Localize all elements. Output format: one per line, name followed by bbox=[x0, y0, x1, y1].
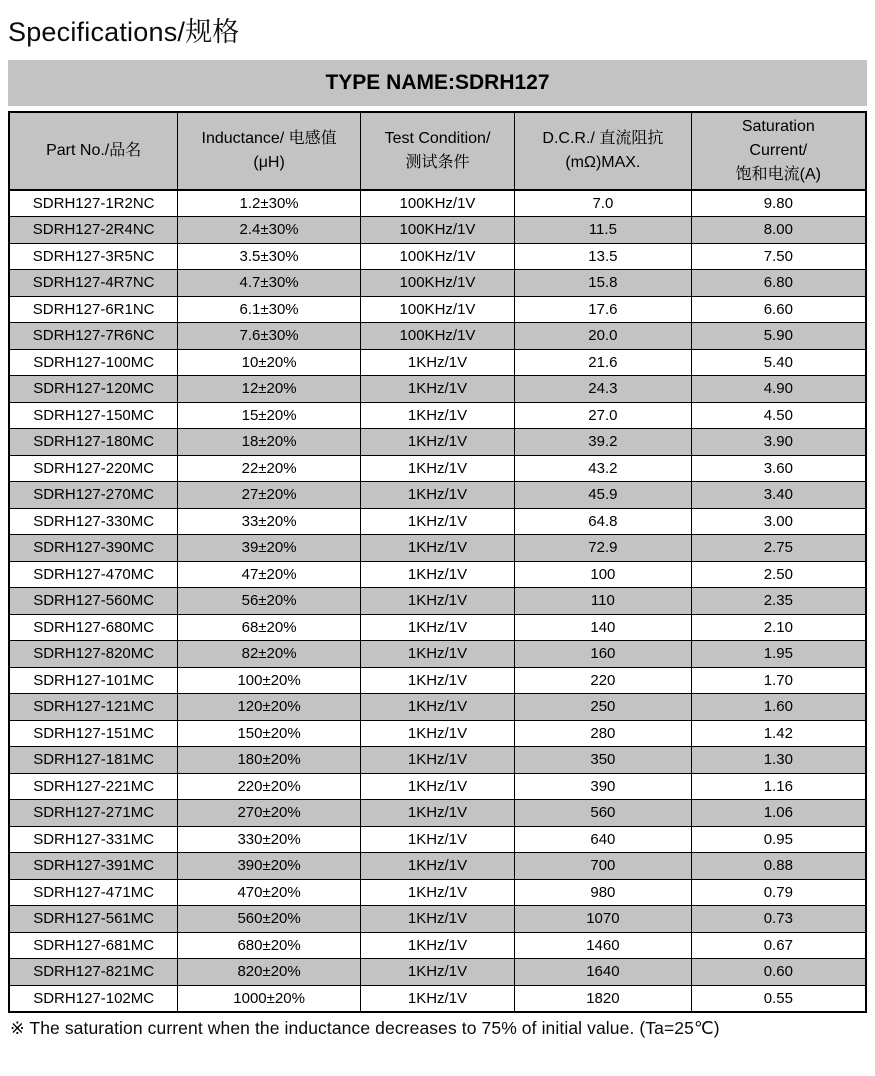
table-row bbox=[9, 508, 866, 535]
table-cell: SDRH127-150MC bbox=[9, 402, 178, 429]
table-cell: 24.3 bbox=[515, 376, 692, 403]
table-cell: 1KHz/1V bbox=[360, 376, 514, 403]
table-cell: 1KHz/1V bbox=[360, 455, 514, 482]
table-cell: 680±20% bbox=[178, 932, 361, 959]
table-cell: 2.75 bbox=[691, 535, 866, 562]
spec-table bbox=[8, 111, 867, 1013]
table-cell: 700 bbox=[515, 853, 692, 880]
column-header-line: (mΩ)MAX. bbox=[565, 154, 641, 171]
table-cell: 1640 bbox=[515, 959, 692, 986]
column-header-line: 饱和电流(A) bbox=[735, 166, 821, 183]
table-cell: 0.55 bbox=[691, 985, 866, 1012]
table-cell: 100KHz/1V bbox=[360, 323, 514, 350]
table-cell: 390±20% bbox=[178, 853, 361, 880]
table-row bbox=[9, 667, 866, 694]
table-cell: 1.70 bbox=[691, 667, 866, 694]
table-cell: 3.90 bbox=[691, 429, 866, 456]
table-cell: 280 bbox=[515, 720, 692, 747]
table-cell: 21.6 bbox=[515, 349, 692, 376]
column-header bbox=[9, 112, 178, 190]
table-cell: 68±20% bbox=[178, 614, 361, 641]
table-cell: 1KHz/1V bbox=[360, 614, 514, 641]
table-row bbox=[9, 429, 866, 456]
table-row bbox=[9, 720, 866, 747]
table-row bbox=[9, 588, 866, 615]
table-cell: 560±20% bbox=[178, 906, 361, 933]
table-cell: SDRH127-180MC bbox=[9, 429, 178, 456]
table-row bbox=[9, 270, 866, 297]
table-cell: 100KHz/1V bbox=[360, 270, 514, 297]
table-cell: SDRH127-7R6NC bbox=[9, 323, 178, 350]
table-cell: SDRH127-331MC bbox=[9, 826, 178, 853]
table-cell: SDRH127-680MC bbox=[9, 614, 178, 641]
table-row bbox=[9, 773, 866, 800]
table-cell: 560 bbox=[515, 800, 692, 827]
table-cell: 140 bbox=[515, 614, 692, 641]
table-cell: 1.42 bbox=[691, 720, 866, 747]
table-cell: 1.95 bbox=[691, 641, 866, 668]
table-cell: 9.80 bbox=[691, 190, 866, 217]
table-cell: 64.8 bbox=[515, 508, 692, 535]
table-cell: 1.16 bbox=[691, 773, 866, 800]
table-cell: 0.88 bbox=[691, 853, 866, 880]
table-cell: 820±20% bbox=[178, 959, 361, 986]
table-cell: SDRH127-120MC bbox=[9, 376, 178, 403]
table-cell: 15±20% bbox=[178, 402, 361, 429]
table-cell: SDRH127-100MC bbox=[9, 349, 178, 376]
table-cell: 45.9 bbox=[515, 482, 692, 509]
table-cell: 330±20% bbox=[178, 826, 361, 853]
table-cell: 1.30 bbox=[691, 747, 866, 774]
table-cell: 250 bbox=[515, 694, 692, 721]
column-header-line: Inductance/ 电感值 bbox=[201, 130, 337, 147]
table-row bbox=[9, 614, 866, 641]
table-cell: 6.60 bbox=[691, 296, 866, 323]
table-cell: 1KHz/1V bbox=[360, 588, 514, 615]
table-cell: 160 bbox=[515, 641, 692, 668]
table-cell: 1KHz/1V bbox=[360, 906, 514, 933]
table-cell: 33±20% bbox=[178, 508, 361, 535]
table-row bbox=[9, 190, 866, 217]
table-cell: 17.6 bbox=[515, 296, 692, 323]
table-cell: 1070 bbox=[515, 906, 692, 933]
table-row bbox=[9, 402, 866, 429]
table-cell: 1KHz/1V bbox=[360, 429, 514, 456]
table-cell: 1000±20% bbox=[178, 985, 361, 1012]
table-cell: 11.5 bbox=[515, 217, 692, 244]
table-cell: SDRH127-560MC bbox=[9, 588, 178, 615]
spec-table-body bbox=[9, 190, 866, 1012]
page-title: Specifications/规格 bbox=[8, 17, 240, 47]
table-cell: SDRH127-390MC bbox=[9, 535, 178, 562]
table-cell: 2.35 bbox=[691, 588, 866, 615]
table-cell: 82±20% bbox=[178, 641, 361, 668]
table-cell: 180±20% bbox=[178, 747, 361, 774]
table-cell: SDRH127-4R7NC bbox=[9, 270, 178, 297]
column-header-line: Current/ bbox=[749, 142, 808, 159]
table-cell: SDRH127-181MC bbox=[9, 747, 178, 774]
table-cell: 1KHz/1V bbox=[360, 853, 514, 880]
table-cell: 220 bbox=[515, 667, 692, 694]
table-row bbox=[9, 217, 866, 244]
table-cell: SDRH127-221MC bbox=[9, 773, 178, 800]
table-cell: SDRH127-561MC bbox=[9, 906, 178, 933]
table-cell: 350 bbox=[515, 747, 692, 774]
column-header bbox=[178, 112, 361, 190]
table-row bbox=[9, 296, 866, 323]
table-cell: 39±20% bbox=[178, 535, 361, 562]
table-cell: SDRH127-681MC bbox=[9, 932, 178, 959]
table-cell: 7.6±30% bbox=[178, 323, 361, 350]
table-cell: 270±20% bbox=[178, 800, 361, 827]
table-cell: 1KHz/1V bbox=[360, 667, 514, 694]
table-row bbox=[9, 959, 866, 986]
table-cell: 1KHz/1V bbox=[360, 641, 514, 668]
table-cell: SDRH127-820MC bbox=[9, 641, 178, 668]
table-row bbox=[9, 747, 866, 774]
column-header-line: D.C.R./ 直流阻抗 bbox=[542, 130, 664, 147]
footnote: ※ The saturation current when the inductance decreases to 75% of initial value. (Ta=25℃) bbox=[10, 1017, 720, 1038]
table-cell: 1KHz/1V bbox=[360, 773, 514, 800]
table-cell: SDRH127-121MC bbox=[9, 694, 178, 721]
column-header bbox=[515, 112, 692, 190]
header-row bbox=[9, 112, 866, 190]
table-cell: 2.50 bbox=[691, 561, 866, 588]
table-row bbox=[9, 482, 866, 509]
table-cell: 3.40 bbox=[691, 482, 866, 509]
table-cell: 120±20% bbox=[178, 694, 361, 721]
table-cell: 1KHz/1V bbox=[360, 402, 514, 429]
table-cell: 3.00 bbox=[691, 508, 866, 535]
table-cell: 1KHz/1V bbox=[360, 349, 514, 376]
table-row bbox=[9, 694, 866, 721]
table-cell: 12±20% bbox=[178, 376, 361, 403]
table-cell: 1820 bbox=[515, 985, 692, 1012]
table-cell: 1KHz/1V bbox=[360, 482, 514, 509]
table-cell: 1KHz/1V bbox=[360, 800, 514, 827]
table-cell: 18±20% bbox=[178, 429, 361, 456]
table-cell: 0.67 bbox=[691, 932, 866, 959]
table-cell: 1KHz/1V bbox=[360, 720, 514, 747]
table-cell: 1.60 bbox=[691, 694, 866, 721]
table-cell: 27±20% bbox=[178, 482, 361, 509]
column-header-line: 测试条件 bbox=[405, 154, 470, 171]
table-cell: 1.2±30% bbox=[178, 190, 361, 217]
table-cell: SDRH127-2R4NC bbox=[9, 217, 178, 244]
table-row bbox=[9, 561, 866, 588]
table-cell: 4.90 bbox=[691, 376, 866, 403]
table-row bbox=[9, 376, 866, 403]
table-cell: 43.2 bbox=[515, 455, 692, 482]
table-cell: 15.8 bbox=[515, 270, 692, 297]
table-cell: 1KHz/1V bbox=[360, 561, 514, 588]
table-cell: 5.40 bbox=[691, 349, 866, 376]
table-cell: 6.80 bbox=[691, 270, 866, 297]
table-cell: 8.00 bbox=[691, 217, 866, 244]
table-cell: SDRH127-3R5NC bbox=[9, 243, 178, 270]
table-cell: 72.9 bbox=[515, 535, 692, 562]
table-cell: 2.4±30% bbox=[178, 217, 361, 244]
table-row bbox=[9, 932, 866, 959]
type-name-header: TYPE NAME:SDRH127 bbox=[8, 60, 867, 106]
table-row bbox=[9, 535, 866, 562]
table-cell: 20.0 bbox=[515, 323, 692, 350]
table-cell: 7.50 bbox=[691, 243, 866, 270]
table-cell: 7.0 bbox=[515, 190, 692, 217]
table-cell: 1KHz/1V bbox=[360, 985, 514, 1012]
table-row bbox=[9, 985, 866, 1012]
table-cell: 1KHz/1V bbox=[360, 747, 514, 774]
column-header-line: Test Condition/ bbox=[384, 130, 491, 147]
spec-table-header bbox=[9, 112, 866, 190]
table-cell: 5.90 bbox=[691, 323, 866, 350]
table-row bbox=[9, 323, 866, 350]
table-row bbox=[9, 906, 866, 933]
table-cell: 56±20% bbox=[178, 588, 361, 615]
table-cell: 10±20% bbox=[178, 349, 361, 376]
table-cell: 100KHz/1V bbox=[360, 243, 514, 270]
table-row bbox=[9, 455, 866, 482]
table-row bbox=[9, 243, 866, 270]
table-cell: SDRH127-151MC bbox=[9, 720, 178, 747]
column-header-line: Part No./品名 bbox=[46, 142, 142, 159]
table-cell: 980 bbox=[515, 879, 692, 906]
table-cell: 39.2 bbox=[515, 429, 692, 456]
table-cell: 100±20% bbox=[178, 667, 361, 694]
table-row bbox=[9, 641, 866, 668]
table-cell: 150±20% bbox=[178, 720, 361, 747]
table-cell: 1KHz/1V bbox=[360, 826, 514, 853]
table-cell: 1KHz/1V bbox=[360, 879, 514, 906]
table-cell: 100KHz/1V bbox=[360, 190, 514, 217]
table-cell: SDRH127-821MC bbox=[9, 959, 178, 986]
table-cell: 470±20% bbox=[178, 879, 361, 906]
table-cell: SDRH127-1R2NC bbox=[9, 190, 178, 217]
table-cell: SDRH127-391MC bbox=[9, 853, 178, 880]
table-cell: 100 bbox=[515, 561, 692, 588]
table-cell: 1KHz/1V bbox=[360, 508, 514, 535]
table-cell: 110 bbox=[515, 588, 692, 615]
table-cell: 22±20% bbox=[178, 455, 361, 482]
table-cell: 640 bbox=[515, 826, 692, 853]
table-cell: 390 bbox=[515, 773, 692, 800]
table-cell: 1460 bbox=[515, 932, 692, 959]
table-row bbox=[9, 879, 866, 906]
column-header bbox=[360, 112, 514, 190]
table-cell: SDRH127-330MC bbox=[9, 508, 178, 535]
table-cell: 27.0 bbox=[515, 402, 692, 429]
table-cell: 3.60 bbox=[691, 455, 866, 482]
table-cell: 6.1±30% bbox=[178, 296, 361, 323]
table-cell: 4.50 bbox=[691, 402, 866, 429]
table-row bbox=[9, 826, 866, 853]
table-cell: 47±20% bbox=[178, 561, 361, 588]
table-row bbox=[9, 800, 866, 827]
table-cell: 1KHz/1V bbox=[360, 694, 514, 721]
table-cell: 100KHz/1V bbox=[360, 217, 514, 244]
table-cell: 3.5±30% bbox=[178, 243, 361, 270]
table-cell: 13.5 bbox=[515, 243, 692, 270]
table-cell: 2.10 bbox=[691, 614, 866, 641]
table-row bbox=[9, 853, 866, 880]
table-cell: SDRH127-270MC bbox=[9, 482, 178, 509]
table-cell: 1KHz/1V bbox=[360, 932, 514, 959]
table-cell: 0.60 bbox=[691, 959, 866, 986]
table-cell: SDRH127-102MC bbox=[9, 985, 178, 1012]
table-cell: 220±20% bbox=[178, 773, 361, 800]
table-cell: 1KHz/1V bbox=[360, 959, 514, 986]
table-cell: SDRH127-6R1NC bbox=[9, 296, 178, 323]
table-cell: 1.06 bbox=[691, 800, 866, 827]
table-cell: SDRH127-220MC bbox=[9, 455, 178, 482]
table-cell: 4.7±30% bbox=[178, 270, 361, 297]
table-cell: 0.95 bbox=[691, 826, 866, 853]
table-cell: SDRH127-471MC bbox=[9, 879, 178, 906]
table-row bbox=[9, 349, 866, 376]
table-cell: SDRH127-271MC bbox=[9, 800, 178, 827]
column-header-line: Saturation bbox=[741, 118, 815, 135]
table-cell: SDRH127-470MC bbox=[9, 561, 178, 588]
column-header-line: (μH) bbox=[253, 154, 285, 171]
table-cell: SDRH127-101MC bbox=[9, 667, 178, 694]
column-header bbox=[691, 112, 866, 190]
table-cell: 1KHz/1V bbox=[360, 535, 514, 562]
table-cell: 0.73 bbox=[691, 906, 866, 933]
table-cell: 0.79 bbox=[691, 879, 866, 906]
table-cell: 100KHz/1V bbox=[360, 296, 514, 323]
